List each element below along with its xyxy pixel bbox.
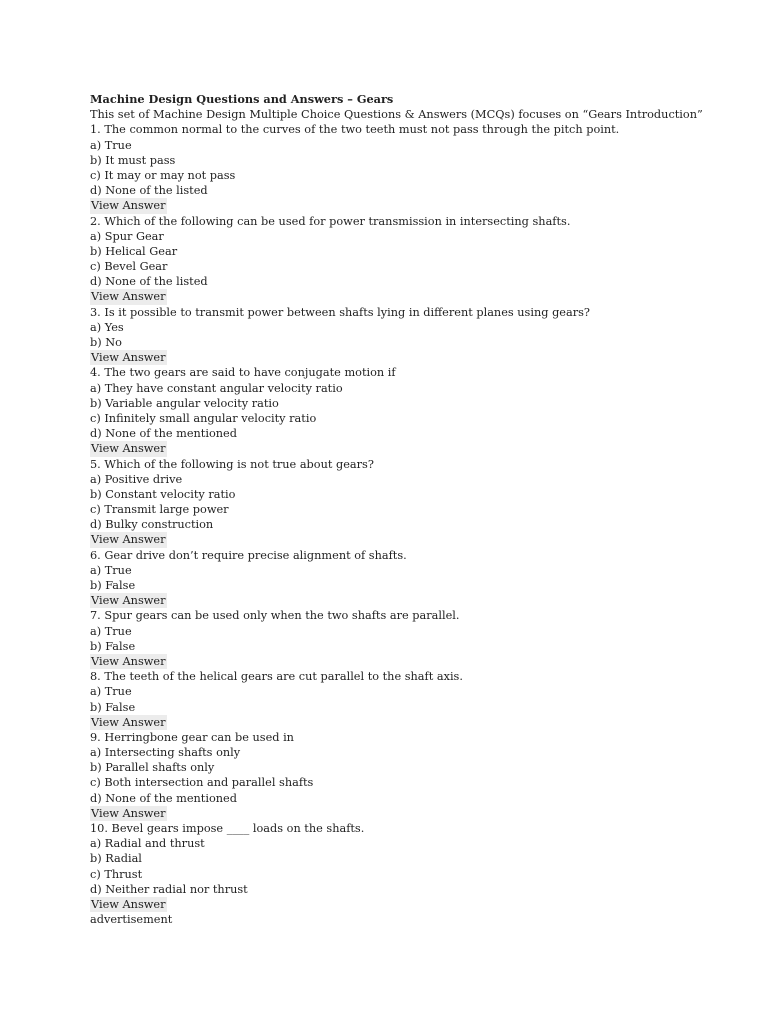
question-block	[90, 122, 730, 213]
view-answer-row	[90, 715, 730, 730]
question-text: 8. The teeth of the helical gears are cut parallel to the shaft axis.	[90, 670, 463, 684]
question-block	[90, 821, 730, 912]
view-answer-button[interactable]: View Answer	[91, 715, 166, 729]
view-answer-row	[90, 289, 730, 304]
view-answer-row	[90, 593, 730, 608]
question-list	[90, 122, 730, 912]
question-text: 4. The two gears are said to have conjugate motion if	[90, 366, 396, 380]
answer-option: a) They have constant angular velocity ratio	[90, 381, 343, 395]
answer-option: b) Parallel shafts only	[90, 761, 215, 775]
answer-option: d) None of the listed	[90, 184, 208, 198]
question-text: 1. The common normal to the curves of the two teeth must not pass through the pitch point.	[90, 123, 620, 137]
question-block	[90, 457, 730, 548]
page-title: Machine Design Questions and Answers – Gears	[90, 92, 394, 106]
answer-option: b) False	[90, 639, 136, 653]
answer-option: b) Constant velocity ratio	[90, 487, 236, 501]
question-block	[90, 669, 730, 730]
answer-option: a) True	[90, 563, 132, 577]
question-block	[90, 548, 730, 609]
answer-option: d) Bulky construction	[90, 518, 214, 532]
answer-option: d) None of the mentioned	[90, 791, 237, 805]
answer-option: b) False	[90, 579, 136, 592]
answer-option: c) Transmit large power	[90, 503, 229, 517]
question-block	[90, 608, 730, 669]
answer-option: a) Positive drive	[90, 472, 183, 486]
view-answer-button[interactable]: View Answer	[91, 199, 166, 213]
answer-option: a) Radial and thrust	[90, 837, 205, 851]
intro-text: This set of Machine Design Multiple Choice Questions & Answers (MCQs) focuses on “Gears Introduction”	[90, 108, 703, 122]
question-block	[90, 305, 730, 366]
answer-option: b) Helical Gear	[90, 244, 178, 258]
question-text: 10. Bevel gears impose ____ loads on the shafts.	[90, 822, 365, 835]
answer-option: d) None of the mentioned	[90, 427, 237, 441]
answer-option: c) Bevel Gear	[90, 260, 168, 274]
view-answer-button[interactable]: View Answer	[91, 654, 166, 668]
view-answer-row	[90, 350, 730, 365]
answer-option: b) No	[90, 336, 122, 349]
question-text: 2. Which of the following can be used for power transmission in intersecting shafts.	[90, 214, 571, 228]
view-answer-row	[90, 654, 730, 669]
view-answer-row	[90, 441, 730, 456]
answer-option: b) Variable angular velocity ratio	[90, 396, 279, 410]
question-block	[90, 214, 730, 305]
answer-option: a) True	[90, 685, 132, 699]
answer-option: a) True	[90, 138, 132, 152]
view-answer-button[interactable]: View Answer	[91, 806, 166, 820]
view-answer-button[interactable]: View Answer	[91, 351, 166, 365]
view-answer-button[interactable]: View Answer	[91, 897, 166, 911]
view-answer-row	[90, 532, 730, 547]
view-answer-row	[90, 198, 730, 213]
answer-option: b) Radial	[90, 852, 142, 866]
answer-option: c) It may or may not pass	[90, 168, 236, 182]
answer-option: a) True	[90, 624, 132, 638]
question-text: 3. Is it possible to transmit power between shafts lying in different planes using gears?	[90, 305, 590, 319]
view-answer-button[interactable]: View Answer	[91, 442, 166, 456]
question-text: 5. Which of the following is not true about gears?	[90, 457, 374, 471]
view-answer-button[interactable]: View Answer	[91, 594, 166, 608]
answer-option: a) Yes	[90, 320, 124, 334]
answer-option: c) Thrust	[90, 867, 143, 881]
question-text: 7. Spur gears can be used only when the two shafts are parallel.	[90, 609, 460, 623]
answer-option: c) Infinitely small angular velocity ratio	[90, 411, 317, 425]
answer-option: a) Spur Gear	[90, 229, 164, 243]
view-answer-row	[90, 806, 730, 821]
question-block	[90, 365, 730, 456]
answer-option: b) It must pass	[90, 153, 176, 167]
view-answer-button[interactable]: View Answer	[91, 533, 166, 547]
answer-option: d) Neither radial nor thrust	[90, 882, 248, 896]
question-block	[90, 730, 730, 821]
advertisement-label: advertisement	[90, 913, 173, 927]
answer-option: b) False	[90, 700, 136, 714]
question-text: 6. Gear drive don’t require precise alignment of shafts.	[90, 548, 407, 562]
view-answer-row	[90, 897, 730, 912]
document-page	[90, 92, 730, 927]
answer-option: c) Both intersection and parallel shafts	[90, 776, 314, 790]
question-text: 9. Herringbone gear can be used in	[90, 730, 294, 744]
answer-option: d) None of the listed	[90, 275, 208, 289]
view-answer-button[interactable]: View Answer	[91, 290, 166, 304]
answer-option: a) Intersecting shafts only	[90, 746, 241, 760]
